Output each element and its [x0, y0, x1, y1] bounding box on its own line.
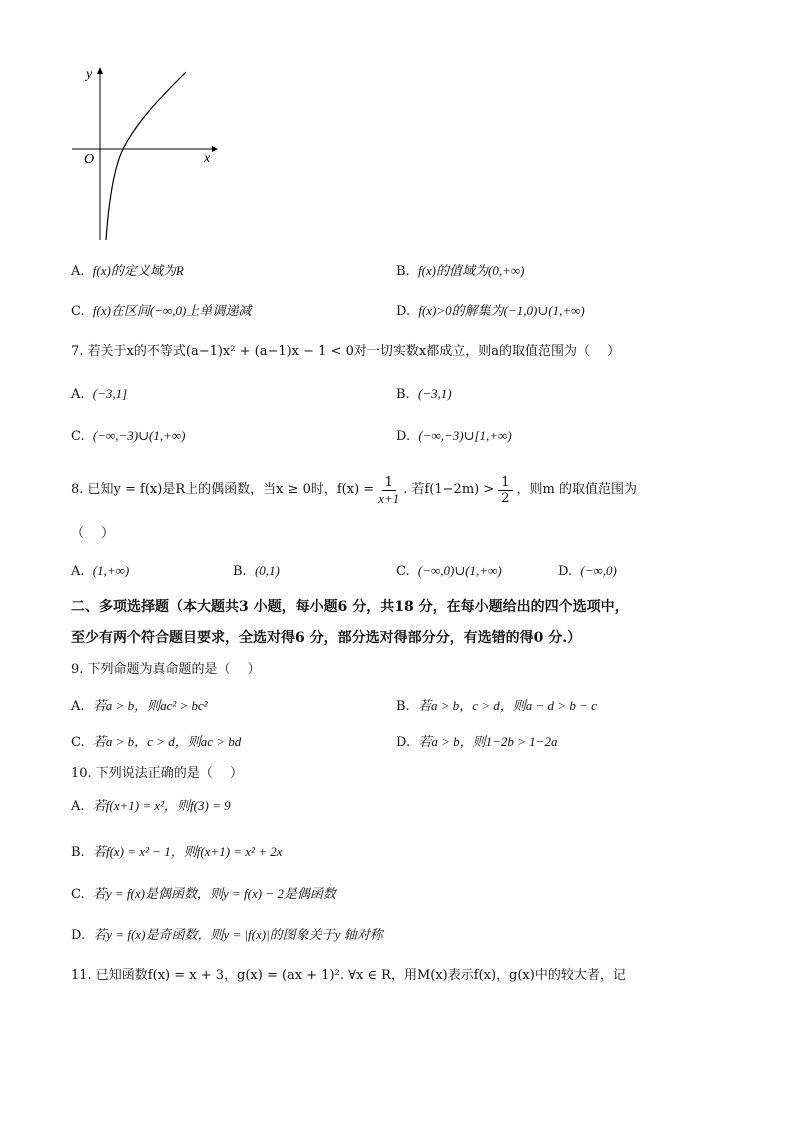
q8-stem: 8. 已知y = f(x)是R上的偶函数，当x ≥ 0时，f(x) = $\frac{1}{x+1}$ . 若f(1−2m) > 1 2 ，则m 的取值范围为: [71, 474, 637, 506]
q9-option-d: D. 若a > b，则1−2b > 1−2a: [396, 734, 558, 750]
q6-option-c: C. f(x)在区间(−∞,0)上单调递减: [71, 303, 252, 319]
q7-option-a: A. (−3,1]: [71, 386, 128, 402]
q7-stem: 7. 若关于x的不等式(a−1)x² + (a−1)x − 1 < 0对一切实数x都成立，则a的取值范围为（ ）: [71, 344, 621, 359]
y-axis-label: y: [86, 67, 93, 82]
q11-stem: 11. 已知函数f(x) = x + 3，g(x) = (ax + 1)². ∀x ∈ R，用M(x)表示f(x)，g(x)中的较大者，记: [71, 968, 626, 983]
q8-paren: （ ）: [71, 526, 115, 541]
q6-option-d: D. f(x)>0的解集为(−1,0)∪(1,+∞): [396, 303, 585, 319]
y-axis-arrow: [97, 67, 103, 74]
q10-option-a: A. 若f(x+1) = x²，则f(3) = 9: [71, 798, 231, 814]
q6-option-b: B. f(x)的值域为(0,+∞): [396, 263, 525, 279]
q8-option-a: A. (1,+∞): [71, 563, 130, 579]
q6-option-d-text: f(x)>0的解集为(−1,0)∪(1,+∞): [418, 303, 585, 318]
curve: [106, 72, 186, 240]
q9-option-b: B. 若a > b，c > d，则a − d > b − c: [396, 698, 597, 714]
x-axis-arrow: [212, 146, 218, 152]
function-graph: [66, 62, 226, 247]
section-2-header-line-2: 至少有两个符合题目要求，全选对得6 分，部分选对得部分分，有选错的得0 分.）: [71, 630, 582, 646]
q6-option-a-text: f(x)的定义域为R: [92, 263, 184, 278]
q10-stem: 10. 下列说法正确的是（ ）: [71, 766, 243, 781]
q7-option-b: B. (−3,1): [396, 386, 452, 402]
q8-fraction-1: $\frac{1}{x+1}$: [378, 474, 400, 506]
q8-option-d: D. (−∞,0): [558, 563, 617, 579]
q10-option-d: D. 若y = f(x)是奇函数，则y = |f(x)|的图象关于y 轴对称: [71, 927, 383, 943]
q6-option-b-text: f(x)的值域为(0,+∞): [417, 263, 525, 278]
q10-option-c: C. 若y = f(x)是偶函数，则y = f(x) − 2是偶函数: [71, 886, 336, 902]
q8-option-b: B. (0,1): [233, 563, 280, 579]
section-2-header-line-1: 二、多项选择题（本大题共3 小题，每小题6 分，共18 分，在每小题给出的四个选项中，: [71, 599, 629, 615]
q6-option-a: A. f(x)的定义域为R: [71, 263, 184, 279]
q9-stem: 9. 下列命题为真命题的是（ ）: [71, 662, 261, 677]
q8-fraction-2: 1 2: [498, 475, 512, 506]
q9-option-a: A. 若a > b，则ac² > bc²: [71, 698, 208, 714]
q7-option-d: D. (−∞,−3)∪[1,+∞): [396, 428, 512, 444]
q8-option-c: C. (−∞,0)∪(1,+∞): [396, 563, 502, 579]
q6-option-c-text: f(x)在区间(−∞,0)上单调递减: [92, 303, 252, 318]
q9-option-c: C. 若a > b，c > d，则ac > bd: [71, 734, 242, 750]
origin-label: O: [84, 152, 95, 167]
q7-option-c: C. (−∞,−3)∪(1,+∞): [71, 428, 186, 444]
q10-option-b: B. 若f(x) = x² − 1，则f(x+1) = x² + 2x: [71, 844, 283, 860]
x-axis-label: x: [204, 151, 211, 166]
